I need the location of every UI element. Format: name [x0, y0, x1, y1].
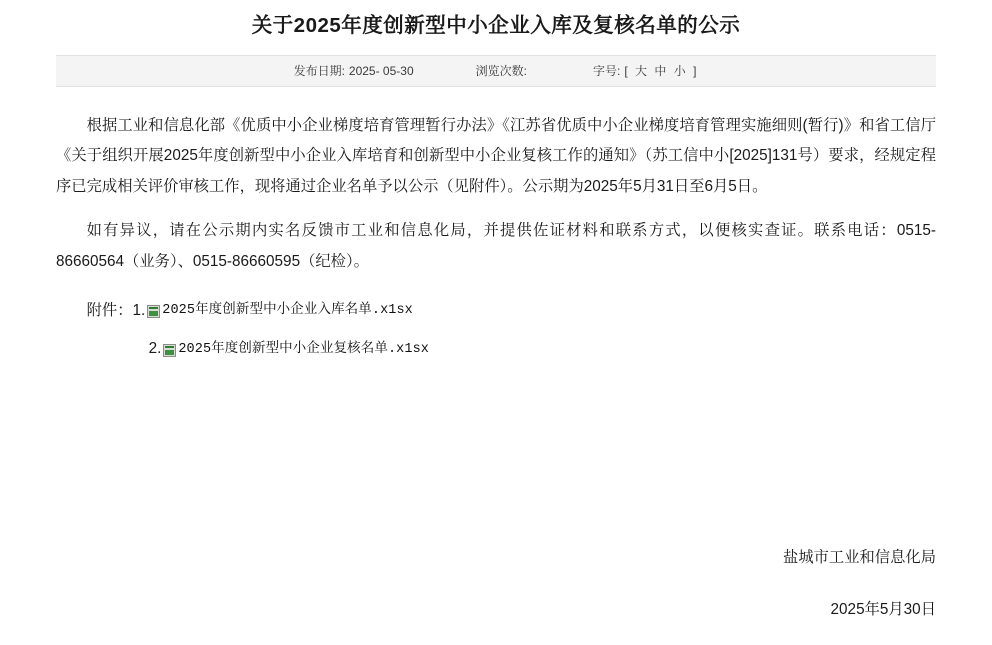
- attachment-list: [56, 296, 936, 365]
- publish-date-label: 发布日期:: [293, 64, 345, 79]
- document-meta-bar: [56, 55, 936, 87]
- font-size-large-button[interactable]: 大: [635, 64, 650, 79]
- view-count: [476, 62, 531, 79]
- bracket-open: [: [624, 64, 630, 79]
- font-size-options[interactable]: [624, 62, 698, 79]
- attachment-index-1: 1.: [132, 301, 146, 319]
- bracket-close: ]: [693, 64, 699, 79]
- font-size-label: 字号:: [592, 64, 621, 79]
- font-size-switcher[interactable]: [593, 62, 698, 79]
- font-size-small-button[interactable]: 小: [673, 64, 688, 79]
- publish-date: [294, 62, 414, 79]
- issuing-authority: 盐城市工业和信息化局: [783, 549, 936, 566]
- publish-date-value: 2025- 05-30: [348, 63, 414, 78]
- body-paragraph-2: 如有异议，请在公示期内实名反馈市工业和信息化局，并提供佐证材料和联系方式，以便核实查证。联系电话：0515-86660564（业务）、0515-86660595（纪检）。: [56, 222, 936, 271]
- attachment-index-2: 2.: [148, 340, 162, 358]
- issuing-date: 2025年5月30日: [830, 601, 936, 618]
- font-size-medium-button[interactable]: 中: [654, 64, 669, 79]
- body-paragraph-1: 根据工业和信息化部《优质中小企业梯度培育管理暂行办法》《江苏省优质中小企业梯度培育管理实施细则(暂行)》和省工信厅《关于组织开展2025年度创新型中小企业入库培育和创新型中小企业复核工作的通知》（苏工信中小[2025]131号）要求，经规定程序已完成相关评价审核工作，现将通过企业名单予以公示（见附件）。公示期为2025年5月31日至6月5日。: [56, 116, 936, 195]
- attachment-item-1[interactable]: [56, 296, 936, 327]
- page-title: 关于2025年度创新型中小企业入库及复核名单的公示: [251, 14, 741, 37]
- attachment-item-2[interactable]: [56, 334, 936, 365]
- excel-file-icon: [163, 344, 176, 357]
- excel-file-icon: [147, 305, 160, 318]
- view-count-label: 浏览次数:: [475, 64, 527, 79]
- attachment-label: 附件：: [86, 301, 133, 319]
- attachment-link-1[interactable]: 2025年度创新型中小企业入库名单.x1sx: [162, 303, 413, 319]
- document-body: [0, 87, 992, 365]
- attachment-link-2[interactable]: 2025年度创新型中小企业复核名单.x1sx: [178, 342, 429, 358]
